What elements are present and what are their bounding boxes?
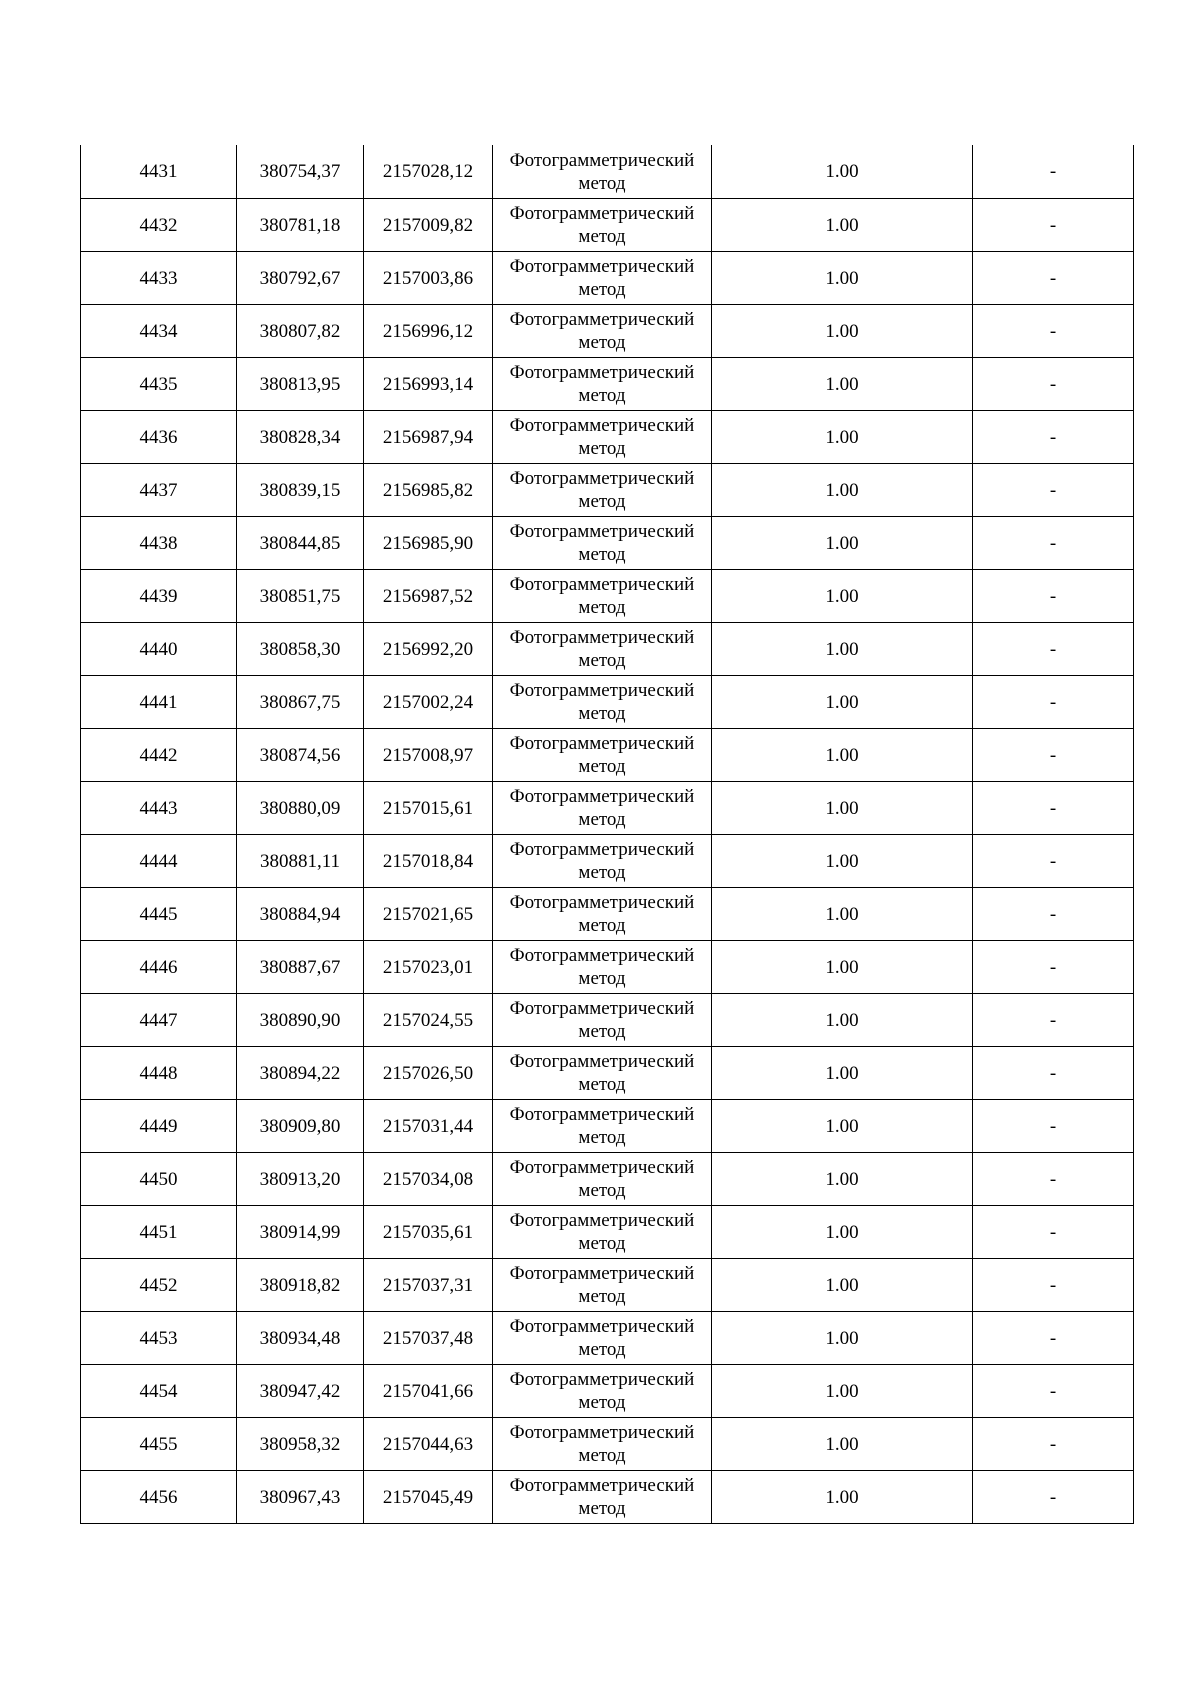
method-cell (493, 145, 712, 199)
x-coordinate-cell: 380894,22 (237, 1047, 364, 1100)
method-line-2: метод (578, 226, 626, 247)
method-line-2: метод (578, 915, 626, 936)
method-line-2: метод (578, 650, 626, 671)
y-coordinate-cell: 2157009,82 (364, 199, 493, 252)
point-number-cell: 4443 (81, 782, 237, 835)
note-cell: - (973, 676, 1134, 729)
x-coordinate-cell: 380867,75 (237, 676, 364, 729)
table-row (81, 145, 1134, 199)
x-coordinate-cell: 380880,09 (237, 782, 364, 835)
method-cell (493, 252, 712, 305)
table-row (81, 517, 1134, 570)
method-line-1: Фотограмметрический (509, 149, 695, 171)
method-line-1: Фотограмметрический (509, 521, 695, 542)
y-coordinate-cell: 2156996,12 (364, 305, 493, 358)
point-number-cell: 4453 (81, 1312, 237, 1365)
point-number-cell: 4444 (81, 835, 237, 888)
x-coordinate-cell: 380884,94 (237, 888, 364, 941)
table-row (81, 1471, 1134, 1524)
accuracy-cell: 1.00 (712, 464, 973, 517)
y-coordinate-cell: 2157026,50 (364, 1047, 493, 1100)
note-cell: - (973, 305, 1134, 358)
method-line-2: метод (578, 703, 626, 724)
y-coordinate-cell: 2156985,82 (364, 464, 493, 517)
x-coordinate-cell: 380934,48 (237, 1312, 364, 1365)
y-coordinate-cell: 2156993,14 (364, 358, 493, 411)
method-cell (493, 199, 712, 252)
table-row (81, 994, 1134, 1047)
note-cell: - (973, 1471, 1134, 1524)
method-line-1: Фотограмметрический (509, 945, 695, 966)
method-line-1: Фотограмметрический (509, 1157, 695, 1178)
x-coordinate-cell: 380807,82 (237, 305, 364, 358)
accuracy-cell: 1.00 (712, 145, 973, 199)
method-line-1: Фотограмметрический (509, 203, 695, 224)
point-number-cell: 4451 (81, 1206, 237, 1259)
point-number-cell: 4437 (81, 464, 237, 517)
note-cell: - (973, 411, 1134, 464)
table-row (81, 305, 1134, 358)
method-cell (493, 1471, 712, 1524)
accuracy-cell: 1.00 (712, 517, 973, 570)
point-number-cell: 4450 (81, 1153, 237, 1206)
method-line-2: метод (578, 597, 626, 618)
method-line-1: Фотограмметрический (509, 786, 695, 807)
x-coordinate-cell: 380881,11 (237, 835, 364, 888)
x-coordinate-cell: 380851,75 (237, 570, 364, 623)
table-row (81, 1153, 1134, 1206)
y-coordinate-cell: 2157008,97 (364, 729, 493, 782)
method-line-1: Фотограмметрический (509, 1316, 695, 1337)
note-cell: - (973, 835, 1134, 888)
point-number-cell: 4447 (81, 994, 237, 1047)
table-row (81, 252, 1134, 305)
note-cell: - (973, 888, 1134, 941)
method-cell (493, 411, 712, 464)
y-coordinate-cell: 2157024,55 (364, 994, 493, 1047)
x-coordinate-cell: 380792,67 (237, 252, 364, 305)
table-row (81, 199, 1134, 252)
method-cell (493, 358, 712, 411)
x-coordinate-cell: 380839,15 (237, 464, 364, 517)
method-line-1: Фотограмметрический (509, 574, 695, 595)
y-coordinate-cell: 2157044,63 (364, 1418, 493, 1471)
table-row (81, 888, 1134, 941)
method-line-2: метод (578, 1180, 626, 1201)
accuracy-cell: 1.00 (712, 1206, 973, 1259)
x-coordinate-cell: 380918,82 (237, 1259, 364, 1312)
method-cell (493, 729, 712, 782)
y-coordinate-cell: 2157002,24 (364, 676, 493, 729)
x-coordinate-cell: 380958,32 (237, 1418, 364, 1471)
method-line-2: метод (578, 385, 626, 406)
method-cell (493, 1047, 712, 1100)
method-line-2: метод (578, 968, 626, 989)
y-coordinate-cell: 2157045,49 (364, 1471, 493, 1524)
note-cell: - (973, 941, 1134, 994)
y-coordinate-cell: 2157015,61 (364, 782, 493, 835)
method-cell (493, 464, 712, 517)
method-line-1: Фотограмметрический (509, 998, 695, 1019)
accuracy-cell: 1.00 (712, 570, 973, 623)
point-number-cell: 4452 (81, 1259, 237, 1312)
method-line-1: Фотограмметрический (509, 309, 695, 330)
x-coordinate-cell: 380754,37 (237, 145, 364, 199)
method-cell (493, 623, 712, 676)
method-line-1: Фотограмметрический (509, 468, 695, 489)
method-cell (493, 676, 712, 729)
note-cell: - (973, 464, 1134, 517)
method-cell (493, 1206, 712, 1259)
y-coordinate-cell: 2157003,86 (364, 252, 493, 305)
x-coordinate-cell: 380828,34 (237, 411, 364, 464)
method-line-2: метод (578, 1445, 626, 1466)
point-number-cell: 4440 (81, 623, 237, 676)
point-number-cell: 4455 (81, 1418, 237, 1471)
x-coordinate-cell: 380813,95 (237, 358, 364, 411)
table-row (81, 358, 1134, 411)
method-cell (493, 1312, 712, 1365)
accuracy-cell: 1.00 (712, 305, 973, 358)
accuracy-cell: 1.00 (712, 1312, 973, 1365)
method-line-1: Фотограмметрический (509, 1422, 695, 1443)
x-coordinate-cell: 380947,42 (237, 1365, 364, 1418)
accuracy-cell: 1.00 (712, 835, 973, 888)
method-line-1: Фотограмметрический (509, 1475, 695, 1496)
y-coordinate-cell: 2157028,12 (364, 145, 493, 199)
y-coordinate-cell: 2156992,20 (364, 623, 493, 676)
note-cell: - (973, 1047, 1134, 1100)
method-line-2: метод (578, 491, 626, 512)
method-cell (493, 517, 712, 570)
point-number-cell: 4438 (81, 517, 237, 570)
x-coordinate-cell: 380781,18 (237, 199, 364, 252)
note-cell: - (973, 517, 1134, 570)
note-cell: - (973, 1153, 1134, 1206)
method-cell (493, 888, 712, 941)
method-line-2: метод (578, 1498, 626, 1519)
accuracy-cell: 1.00 (712, 1100, 973, 1153)
x-coordinate-cell: 380858,30 (237, 623, 364, 676)
accuracy-cell: 1.00 (712, 1259, 973, 1312)
accuracy-cell: 1.00 (712, 941, 973, 994)
note-cell: - (973, 199, 1134, 252)
table-row (81, 623, 1134, 676)
accuracy-cell: 1.00 (712, 729, 973, 782)
y-coordinate-cell: 2157018,84 (364, 835, 493, 888)
y-coordinate-cell: 2157035,61 (364, 1206, 493, 1259)
x-coordinate-cell: 380890,90 (237, 994, 364, 1047)
note-cell: - (973, 1418, 1134, 1471)
accuracy-cell: 1.00 (712, 199, 973, 252)
method-cell (493, 1418, 712, 1471)
point-number-cell: 4442 (81, 729, 237, 782)
y-coordinate-cell: 2156987,94 (364, 411, 493, 464)
table-row (81, 729, 1134, 782)
point-number-cell: 4456 (81, 1471, 237, 1524)
method-line-1: Фотограмметрический (509, 839, 695, 860)
method-cell (493, 305, 712, 358)
point-number-cell: 4454 (81, 1365, 237, 1418)
method-cell (493, 1100, 712, 1153)
point-number-cell: 4446 (81, 941, 237, 994)
point-number-cell: 4435 (81, 358, 237, 411)
x-coordinate-cell: 380913,20 (237, 1153, 364, 1206)
method-line-2: метод (578, 862, 626, 883)
method-line-1: Фотограмметрический (509, 1051, 695, 1072)
y-coordinate-cell: 2157037,48 (364, 1312, 493, 1365)
x-coordinate-cell: 380967,43 (237, 1471, 364, 1524)
table-row (81, 1206, 1134, 1259)
y-coordinate-cell: 2157041,66 (364, 1365, 493, 1418)
point-number-cell: 4436 (81, 411, 237, 464)
accuracy-cell: 1.00 (712, 358, 973, 411)
method-line-1: Фотограмметрический (509, 1104, 695, 1125)
accuracy-cell: 1.00 (712, 1047, 973, 1100)
table-row (81, 464, 1134, 517)
point-number-cell: 4449 (81, 1100, 237, 1153)
x-coordinate-cell: 380914,99 (237, 1206, 364, 1259)
method-line-2: метод (578, 544, 626, 565)
table-row (81, 570, 1134, 623)
point-number-cell: 4431 (81, 145, 237, 199)
method-line-1: Фотограмметрический (509, 892, 695, 913)
y-coordinate-cell: 2157031,44 (364, 1100, 493, 1153)
method-line-2: метод (578, 1286, 626, 1307)
accuracy-cell: 1.00 (712, 252, 973, 305)
table-row (81, 1259, 1134, 1312)
table-row (81, 1312, 1134, 1365)
note-cell: - (973, 1259, 1134, 1312)
x-coordinate-cell: 380887,67 (237, 941, 364, 994)
y-coordinate-cell: 2157034,08 (364, 1153, 493, 1206)
method-line-2: метод (578, 1339, 626, 1360)
accuracy-cell: 1.00 (712, 782, 973, 835)
method-cell (493, 835, 712, 888)
note-cell: - (973, 358, 1134, 411)
point-number-cell: 4445 (81, 888, 237, 941)
x-coordinate-cell: 380874,56 (237, 729, 364, 782)
method-line-1: Фотограмметрический (509, 627, 695, 648)
table-row (81, 1418, 1134, 1471)
method-line-1: Фотограмметрический (509, 1369, 695, 1390)
y-coordinate-cell: 2156987,52 (364, 570, 493, 623)
accuracy-cell: 1.00 (712, 676, 973, 729)
method-cell (493, 994, 712, 1047)
accuracy-cell: 1.00 (712, 1471, 973, 1524)
method-line-2: метод (578, 438, 626, 459)
method-cell (493, 1153, 712, 1206)
method-line-1: Фотограмметрический (509, 1210, 695, 1231)
table-body (81, 145, 1134, 1524)
point-number-cell: 4448 (81, 1047, 237, 1100)
table-row (81, 411, 1134, 464)
note-cell: - (973, 729, 1134, 782)
coordinates-table (80, 145, 1134, 1524)
note-cell: - (973, 623, 1134, 676)
point-number-cell: 4433 (81, 252, 237, 305)
y-coordinate-cell: 2157037,31 (364, 1259, 493, 1312)
method-line-1: Фотограмметрический (509, 680, 695, 701)
method-line-1: Фотограмметрический (509, 415, 695, 436)
y-coordinate-cell: 2157021,65 (364, 888, 493, 941)
method-line-2: метод (578, 1392, 626, 1413)
table-row (81, 782, 1134, 835)
table-row (81, 835, 1134, 888)
method-cell (493, 782, 712, 835)
note-cell: - (973, 252, 1134, 305)
method-line-2: метод (578, 1074, 626, 1095)
note-cell: - (973, 1100, 1134, 1153)
point-number-cell: 4434 (81, 305, 237, 358)
accuracy-cell: 1.00 (712, 994, 973, 1047)
x-coordinate-cell: 380844,85 (237, 517, 364, 570)
note-cell: - (973, 994, 1134, 1047)
note-cell: - (973, 570, 1134, 623)
table-row (81, 676, 1134, 729)
table-row (81, 1365, 1134, 1418)
method-line-1: Фотограмметрический (509, 256, 695, 277)
accuracy-cell: 1.00 (712, 623, 973, 676)
method-line-1: Фотограмметрический (509, 733, 695, 754)
point-number-cell: 4439 (81, 570, 237, 623)
document-page (80, 145, 1134, 1524)
method-line-1: Фотограмметрический (509, 362, 695, 383)
table-row (81, 1047, 1134, 1100)
method-line-2: метод (578, 172, 626, 194)
accuracy-cell: 1.00 (712, 888, 973, 941)
note-cell: - (973, 145, 1134, 199)
note-cell: - (973, 1312, 1134, 1365)
y-coordinate-cell: 2156985,90 (364, 517, 493, 570)
accuracy-cell: 1.00 (712, 1365, 973, 1418)
table-row (81, 1100, 1134, 1153)
method-cell (493, 1365, 712, 1418)
point-number-cell: 4441 (81, 676, 237, 729)
method-line-1: Фотограмметрический (509, 1263, 695, 1284)
method-line-2: метод (578, 1127, 626, 1148)
y-coordinate-cell: 2157023,01 (364, 941, 493, 994)
x-coordinate-cell: 380909,80 (237, 1100, 364, 1153)
accuracy-cell: 1.00 (712, 1153, 973, 1206)
method-line-2: метод (578, 809, 626, 830)
note-cell: - (973, 1206, 1134, 1259)
note-cell: - (973, 782, 1134, 835)
method-cell (493, 1259, 712, 1312)
note-cell: - (973, 1365, 1134, 1418)
method-line-2: метод (578, 332, 626, 353)
accuracy-cell: 1.00 (712, 411, 973, 464)
method-line-2: метод (578, 279, 626, 300)
method-line-2: метод (578, 756, 626, 777)
table-row (81, 941, 1134, 994)
method-line-2: метод (578, 1021, 626, 1042)
method-line-2: метод (578, 1233, 626, 1254)
point-number-cell: 4432 (81, 199, 237, 252)
method-cell (493, 570, 712, 623)
accuracy-cell: 1.00 (712, 1418, 973, 1471)
method-cell (493, 941, 712, 994)
